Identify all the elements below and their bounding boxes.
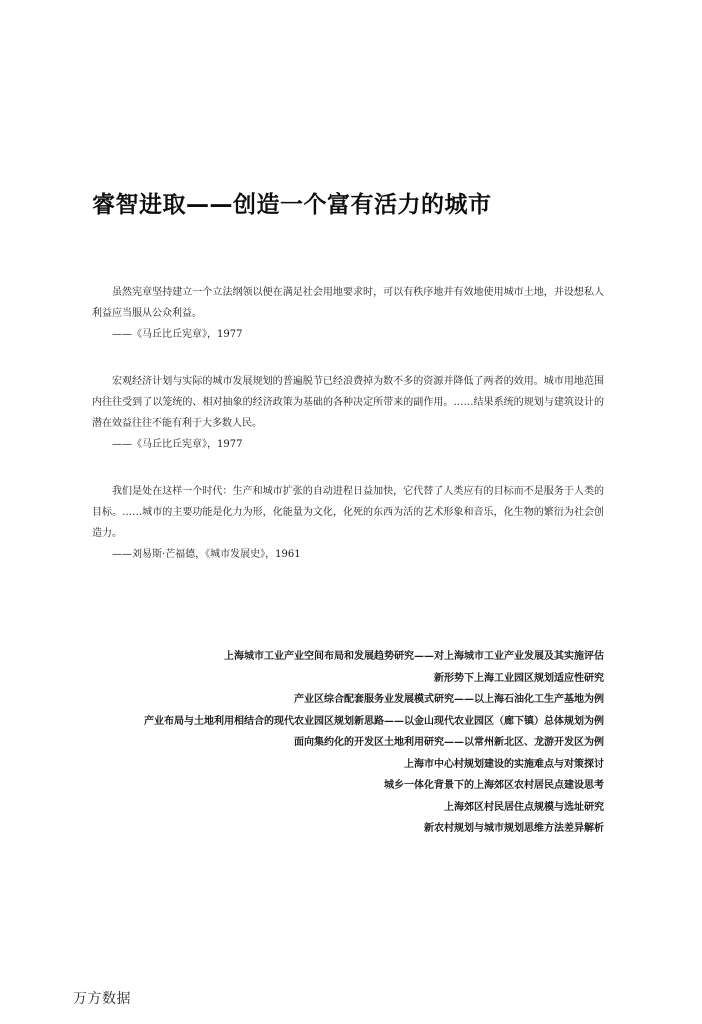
quote-text: 宏观经济计划与实际的城市发展规划的普遍脱节已经浪费掉为数不多的资源并降低了两者的效用。城市用地范围内往往受到了以笼统的、相对抽象的经济政策为基础的各种决定所带来的副作用。……结果系统的规划与建筑设计的潜在效益往往不能有利于大多数人民。 [92, 376, 604, 429]
quote-source: ——《马丘比丘宪章》，1977 [112, 439, 243, 450]
quote-text: 我们是处在这样一个时代：生产和城市扩张的自动进程日益加快，它代替了人类应有的目标而不是服务于人类的目标。……城市的主要功能是化力为形，化能量为文化，化死的东西为活的艺术形象和音乐，化生物的繁衍为社会创造力。 [92, 486, 604, 539]
toc-item: 上海城市工业产业空间布局和发展趋势研究——对上海城市工业产业发展及其实施评估 [224, 651, 604, 662]
toc-item: 产业布局与土地利用相结合的现代农业园区规划新思路——以金山现代农业园区（廊下镇）总体规划为例 [144, 715, 604, 727]
toc-item: 城乡一体化背景下的上海郊区农村居民点建设思考 [384, 780, 604, 791]
toc-item: 面向集约化的开发区土地利用研究——以常州新北区、龙游开发区为例 [294, 737, 604, 748]
quote-block [92, 371, 604, 455]
quote-block [92, 282, 604, 345]
watermark-label: 万方数据 [73, 991, 131, 1007]
quote-source: ——《马丘比丘宪章》，1977 [112, 329, 243, 340]
quote-source: ——刘易斯·芒福德，《城市发展史》，1961 [112, 549, 301, 560]
toc-item: 新形势下上海工业园区规划适应性研究 [434, 672, 604, 684]
quote-block [92, 481, 604, 565]
table-of-contents [144, 646, 604, 840]
toc-item: 上海郊区村民居住点规模与选址研究 [444, 801, 604, 813]
epigraph-quotes [92, 282, 604, 591]
page-title: 睿智进取——创造一个富有活力的城市 [92, 192, 492, 218]
quote-text: 虽然宪章坚持建立一个立法纲领以便在满足社会用地要求时，可以有秩序地并有效地使用城市土地，并设想私人利益应当服从公众利益。 [92, 287, 604, 319]
toc-item: 新农村规划与城市规划思维方法差异解析 [424, 823, 604, 834]
toc-item: 产业区综合配套服务业发展模式研究——以上海石油化工生产基地为例 [294, 694, 604, 705]
toc-item: 上海市中心村规划建设的实施难点与对策探讨 [404, 758, 604, 770]
